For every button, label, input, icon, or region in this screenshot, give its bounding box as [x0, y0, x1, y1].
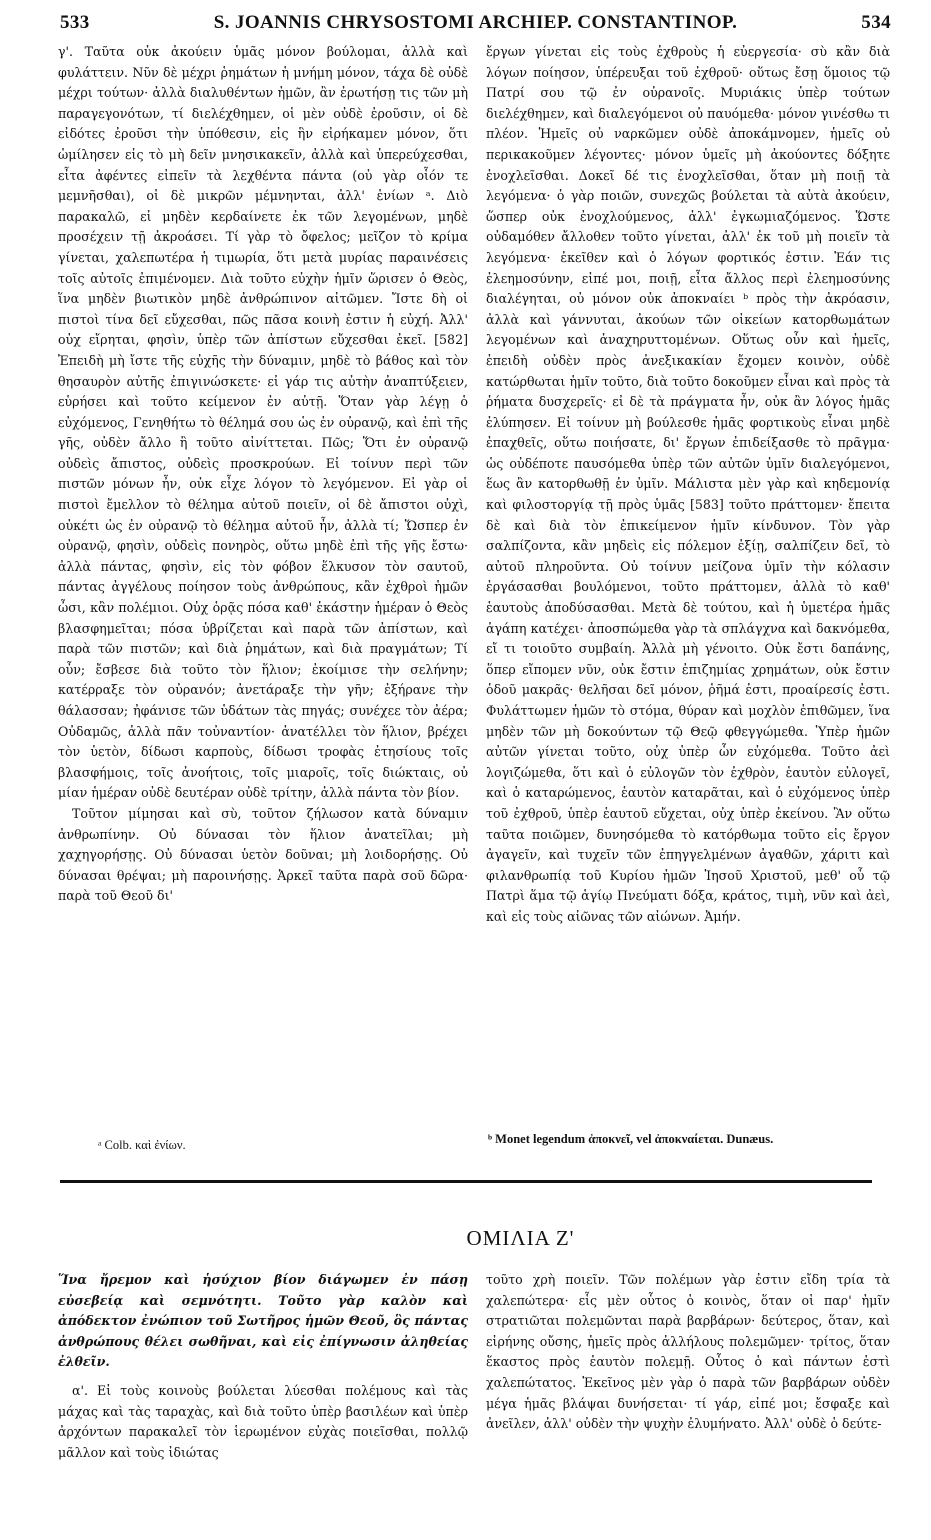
running-header	[60, 8, 891, 38]
section-divider	[60, 1180, 872, 1183]
right-paragraph-1: ἔργων γίνεται εἰς τοὺς ἐχθροὺς ἡ εὐεργεσία· σὺ κἂν διὰ λόγων ποίησον, ὑπέρευξαι τοῦ ἐχθροῦ· οὕτως ἔσῃ ὅμοιος τῷ Πατρί σου τῷ ἐν οὐρανοῖς. Μυριάκις ὑπὲρ τούτων διελέχθημεν, καὶ διαλεγόμενοι οὐ παυόμεθα· μόνον γινέσθω τι πλέον. Ἡμεῖς οὐ ναρκῶμεν οὐδὲ ἀποκάμνομεν, ἡμεῖς οὐ περικακοῦμεν λέγοντες· μόνον ὑμεῖς μὴ ἀκούοντες δόξητε ἐνοχλεῖσθαι. Δοκεῖ δέ τις ἐνοχλεῖσθαι, ὅταν μὴ ποιῇ τὰ λεγόμενα· ὁ γὰρ ποιῶν, συνεχῶς βούλεται τὰ αὐτὰ ἀκούειν, ὥσπερ οὐκ ἐνοχλούμενος, ἀλλ' ἐγκωμιαζόμενος. Ὥστε οὐδαμόθεν ἄλλοθεν τοῦτο γίνεται, ἀλλ' ἐκ τοῦ μὴ ποιεῖν τὰ λεγόμενα· ἐκεῖθεν καὶ ὁ λόγων φορτικός ἐστιν. Ἐάν τις ἐλεημοσύνην, εἰπέ μοι, ποιῇ, εἶτα ἄλλος περὶ ἐλεημοσύνης διαλέγηται, οὐ μόνον οὐκ ἀποκναίει ᵇ πρὸς τὴν ἀκρόασιν, ἀλλὰ καὶ γάννυται, ἀκούων τῶν οἰκείων κατορθωμάτων λεγομένων καὶ ἀναχηρυττομένων. Οὕτως οὖν καὶ ἡμεῖς, ἐπειδὴ οὐδὲν πρὸς ἀνεξικακίαν ἔχομεν κοινὸν, οὐδὲ κατώρθωται ἡμῖν τοῦτο, διὰ τοῦτο δοκοῦμεν εἶναι καὶ πρὸς τὰ ῥήματα δυσχερεῖς· εἰ δὲ τὰ πράγματα ἦν, οὐκ ἂν λόγος ἡμᾶς ἐλύπησεν. Εἰ τοίνυν μὴ βούλεσθε ἡμᾶς φορτικοὺς εἶναι μηδὲ ἐπαχθεῖς, οὕτω ποιήσατε, δι' ἔργων ἐπιδείξασθε τὸ πρᾶγμα· ὡς οὐδέποτε παυσόμεθα ὑπὲρ τῶν αὐτῶν ὑμῖν διαλεγόμενοι, ἕως ἂν κατορθωθῇ ἐν ὑμῖν. Μάλιστα μὲν γὰρ καὶ κηδεμονίᾳ καὶ φιλοστοργίᾳ τῇ πρὸς ὑμᾶς [583] τοῦτο πράττομεν· ἔπειτα δὲ καὶ διὰ τὸν ἐπικείμενον ἡμῖν κίνδυνον. Τὸν γὰρ σαλπίζοντα, κἂν μηδεὶς εἰς πόλεμον ἐξίῃ, σαλπίζειν δεῖ, τὸ αὐτοῦ πληροῦντα. Οὐ τοίνυν μείζονα ὑμῖν τὴν κόλασιν ἐργάσασθαι βουλόμενοι, τοῦτο πράττομεν, ἀλλὰ τὸ καθ' ἑαυτοὺς ἀποδύσασθαι. Μετὰ δὲ τούτου, καὶ ἡ ὑμετέρα ἡμᾶς ἀγάπη κατέχει· ἀποσπώμεθα γὰρ τὰ σπλάγχνα καὶ δακνόμεθα, εἴ τι τοιοῦτο συμβαίη. Ἀλλὰ μὴ γένοιτο. Οὐκ ἔστι δαπάνης, ὅπερ εἴπομεν νῦν, οὐκ ἔστιν ἐπιζημίας χρημάτων, οὐκ ἔστιν ὁδοῦ μακρᾶς· θελῆσαι δεῖ μόνον, ῥῆμά ἐστι, προαίρεσίς ἐστι. Φυλάττωμεν ἡμῶν τὸ στόμα, θύραν καὶ μοχλὸν ἐπιθῶμεν, ἵνα μηδὲν τῶν μὴ δοκούντων τῷ Θεῷ φθεγγώμεθα. Ὑπὲρ ἡμῶν αὐτῶν γίνεται τοῦτο, οὐχ ὑπὲρ ὧν εὐχόμεθα. Τοῦτο ἀεὶ λογιζώμεθα, ὅτι καὶ ὁ εὐλογῶν τὸν ἐχθρὸν, ἑαυτὸν εὐλογεῖ, καὶ ὁ καταρώμενος, ἑαυτὸν καταρᾶται, καὶ ὁ εὐχόμενος ὑπὲρ τοῦ ἐχθροῦ, ὑπὲρ ἑαυτοῦ εὔχεται, οὐχ ὑπὲρ ἐκείνου. Ἂν οὕτω ταῦτα ποιῶμεν, δυνησόμεθα τὸ κατόρθωμα τοῦτο εἰς ἔργον ἀγαγεῖν, καὶ τυχεῖν τῶν ἐπηγγελμένων ἀγαθῶν, χάριτι καὶ φιλανθρωπίᾳ τοῦ Κυρίου ἡμῶν Ἰησοῦ Χριστοῦ, μεθ' οὗ τῷ Πατρὶ ἅμα τῷ ἁγίῳ Πνεύματι δόξα, κράτος, τιμὴ, νῦν καὶ ἀεὶ, καὶ εἰς τοὺς αἰῶνας τῶν αἰώνων. Ἀμήν.	[486, 44, 890, 924]
right-column	[486, 42, 890, 1142]
left-paragraph-1: γ'. Ταῦτα οὐκ ἀκούειν ὑμᾶς μόνον βούλομαι, ἀλλὰ καὶ φυλάττειν. Νῦν δὲ μέχρι ῥημάτων ἡ μνήμη μόνον, τάχα δὲ οὐδὲ μέχρι τούτων· ἀλλὰ διαλυθέντων ἡμῶν, ἂν ἐρωτήσῃ τις τῶν μὴ παραγεγονότων, τί διελέχθημεν, οἱ μὲν οὐδὲ ἐροῦσιν, οἱ δὲ εἰδότες ἐροῦσι τὴν ὑπόθεσιν, εἰς ἣν εἰρήκαμεν μόνον, ὅτι ὡμίλησεν εἰς τὸ μὴ δεῖν μνησικακεῖν, ἀλλὰ καὶ ὑπερεύχεσθαι, εἶτα ἀφέντες εἰπεῖν τὰ λεχθέντα πάντα (οὐ γὰρ οἷόν τε μεμνῆσθαι), οἱ δὲ μικρῶν μέμνηνται, ἀλλ' ἐνίων ᵃ. Διὸ παρακαλῶ, εἰ μηδὲν κερδαίνετε ἐκ τῶν λεγομένων, μηδὲ προσέχειν τῇ ἀκροάσει. Τί γὰρ τὸ ὄφελος; μεῖζον τὸ κρίμα γίνεται, χαλεπωτέρα ἡ τιμωρία, ὅτι μετὰ μυρίας παραινέσεις τοῖς αὐτοῖς ἐπιμένομεν. Διὰ τοῦτο εὐχὴν ἡμῖν ὥρισεν ὁ Θεὸς, ἵνα μηδὲν βιωτικὸν μηδὲ ἀνθρώπινον αἰτῶμεν. Ἴστε δὴ οἱ πιστοὶ τίνα δεῖ εὔχεσθαι, πῶς πᾶσα κοινὴ ἐστιν ἡ εὐχή. Ἀλλ' οὐχ εἴρηται, φησὶν, ὑπὲρ τῶν ἀπίστων εὔχεσθαι ἐκεῖ. [582] Ἐπειδὴ μὴ ἴστε τῆς εὐχῆς τὴν δύναμιν, μηδὲ τὸ βάθος καὶ τὸν θησαυρὸν αὐτῆς ἐπιγινώσκετε· εἰ γάρ τις αὐτὴν ἀναπτύξειεν, εὑρήσει καὶ τοῦτο κείμενον ἐν αὐτῇ. Ὅταν γὰρ λέγῃ ὁ εὐχόμενος, Γενηθήτω τὸ θέλημά σου ὡς ἐν οὐρανῷ, καὶ ἐπὶ τῆς γῆς, οὐδὲν ἄλλο ἢ τοῦτο αἰνίττεται. Πῶς; Ὅτι ἐν οὐρανῷ οὐδεὶς ἄπιστος, οὐδεὶς προσκρούων. Εἰ τοίνυν περὶ τῶν πιστῶν μόνων ἦν, οὐκ εἶχε λόγον τὸ λεγόμενον. Εἰ γὰρ οἱ πιστοὶ ἔμελλον τὸ θέλημα αὐτοῦ ποιεῖν, οἱ δὲ ἄπιστοι οὐχὶ, οὐκέτι ὡς ἐν οὐρανῷ τὸ θέλημα αὐτοῦ ἦν, ἀλλὰ τί; Ὥσπερ ἐν οὐρανῷ, φησὶν, οὐδεὶς πονηρὸς, οὕτω μηδὲ ἐπὶ τῆς γῆς ἔστω· ἀλλὰ πάντας, φησὶν, εἰς τὸν φόβον ἕλκυσον τὸν σαυτοῦ, πάντας ἀγγέλους ποίησον τοὺς ἀνθρώπους, κἂν ἐχθροὶ ἡμῶν ὦσι, κἂν πολέμιοι. Οὐχ ὁρᾷς πόσα καθ' ἑκάστην ἡμέραν ὁ Θεὸς βλασφημεῖται; πόσα ὑβρίζεται καὶ παρὰ τῶν ἀπίστων, καὶ παρὰ τῶν πιστῶν; καὶ διὰ ῥημάτων, καὶ διὰ πραγμάτων; Τί οὖν; ἔσβεσε διὰ τοῦτο τὸν ἥλιον; ἐκοίμισε τὴν σελήνην; κατέρραξε τὸν οὐρανόν; ἀνετάραξε τὴν γῆν; ἐξήρανε τὴν θάλασσαν; ἠφάνισε τῶν ὑδάτων τὰς πηγάς; συνέχεε τὸν ἀέρα; Οὐδαμῶς, ἀλλὰ πᾶν τοὐναντίον· ἀνατέλλει τὸν ἥλιον, βρέχει τὸν ὑετὸν, δίδωσι καρποὺς, δίδωσι τροφὰς ἐτησίους τοῖς βλασφήμοις, τοῖς ἀνοήτοις, τοῖς μιαροῖς, τοῖς διώκταις, οὐ μίαν ἡμέραν οὐδὲ δευτέραν οὐδὲ τρίτην, ἀλλὰ πάντα τὸν βίον.	[58, 44, 468, 801]
lower-left-column	[58, 1270, 468, 1532]
lower-left-paragraph-1: α'. Εἰ τοὺς κοινοὺς βούλεται λύεσθαι πολέμους καὶ τὰς μάχας καὶ τὰς ταραχὰς, καὶ διὰ τοῦτο ὑπὲρ βασιλέων καὶ ὑπὲρ ἀρχόντων παρακαλεῖ τὸν ἱερωμένον εὐχὰς ποιεῖσθαι, πολλῷ μᾶλλον καὶ τοὺς ἰδιώτας	[58, 1382, 468, 1460]
left-column	[58, 42, 468, 1142]
homily-title: ΟΜΙΛΙΑ Ζ'	[466, 1226, 575, 1250]
footnote-b: ᵇ Monet legendum ἀποκνεῖ, vel ἀποκναίεται. Dunæus.	[488, 1132, 774, 1146]
page-number-left: 533	[60, 12, 90, 33]
footnote-a: ᵃ Colb. καὶ ἐνίων.	[98, 1138, 186, 1152]
lower-right-paragraph-1: τοῦτο χρὴ ποιεῖν. Τῶν πολέμων γὰρ ἐστιν εἴδη τρία τὰ χαλεπώτερα· εἷς μὲν οὗτος ὁ κοινὸς, ὅταν οἱ παρ' ἡμῖν στρατιῶται πολεμῶνται παρὰ βαρβάρων· δεύτερος, ὅταν, καὶ εἰρήνης οὔσης, ἡμεῖς πρὸς ἀλλήλους πολεμῶμεν· τρίτος, ὅταν ἕκαστος πρὸς ἑαυτὸν πολεμῇ. Οὗτος ὁ καὶ πάντων ἐστὶ χαλεπώτατος. Ἐκεῖνος μὲν γὰρ ὁ παρὰ τῶν βαρβάρων οὐδὲν μέγα ἡμᾶς βλάψαι δυνήσεται· τί γάρ, εἰπέ μοι; ἔσφαξε καὶ ἀνεῖλεν, ἀλλ' οὐδὲν τὴν ψυχὴν ἐλυμήνατο. Ἀλλ' οὐδὲ ὁ δεύτε-	[486, 1272, 890, 1432]
page-number-right: 534	[861, 12, 891, 33]
left-paragraph-2: Τοῦτον μίμησαι καὶ σὺ, τοῦτον ζήλωσον κατὰ δύναμιν ἀνθρωπίνην. Οὐ δύνασαι τὸν ἥλιον ἀνατεῖλαι; μὴ χαχηγορήσῃς. Οὐ δύνασαι ὑετὸν δοῦναι; μὴ λοιδορήσῃς. Οὐ δύνασαι θρέψαι; μὴ παροινήσῃς. Ἀρκεῖ ταῦτα παρὰ σοῦ δῶρα· παρὰ τοῦ Θεοῦ δι'	[58, 805, 468, 904]
running-title: S. JOANNIS CHRYSOSTOMI ARCHIEP. CONSTANTINOP.	[213, 12, 738, 33]
scripture-epigraph: Ἵνα ἤρεμον καὶ ἡσύχιον βίον διάγωμεν ἐν πάσῃ εὐσεβείᾳ καὶ σεμνότητι. Τοῦτο γὰρ καλὸν καὶ ἀπόδεκτον ἐνώπιον τοῦ Σωτῆρος ἡμῶν Θεοῦ, ὃς πάντας ἀνθρώπους θέλει σωθῆναι, καὶ εἰς ἐπίγνωσιν ἀληθείας ἐλθεῖν.	[58, 1272, 468, 1370]
lower-right-column	[486, 1270, 890, 1532]
